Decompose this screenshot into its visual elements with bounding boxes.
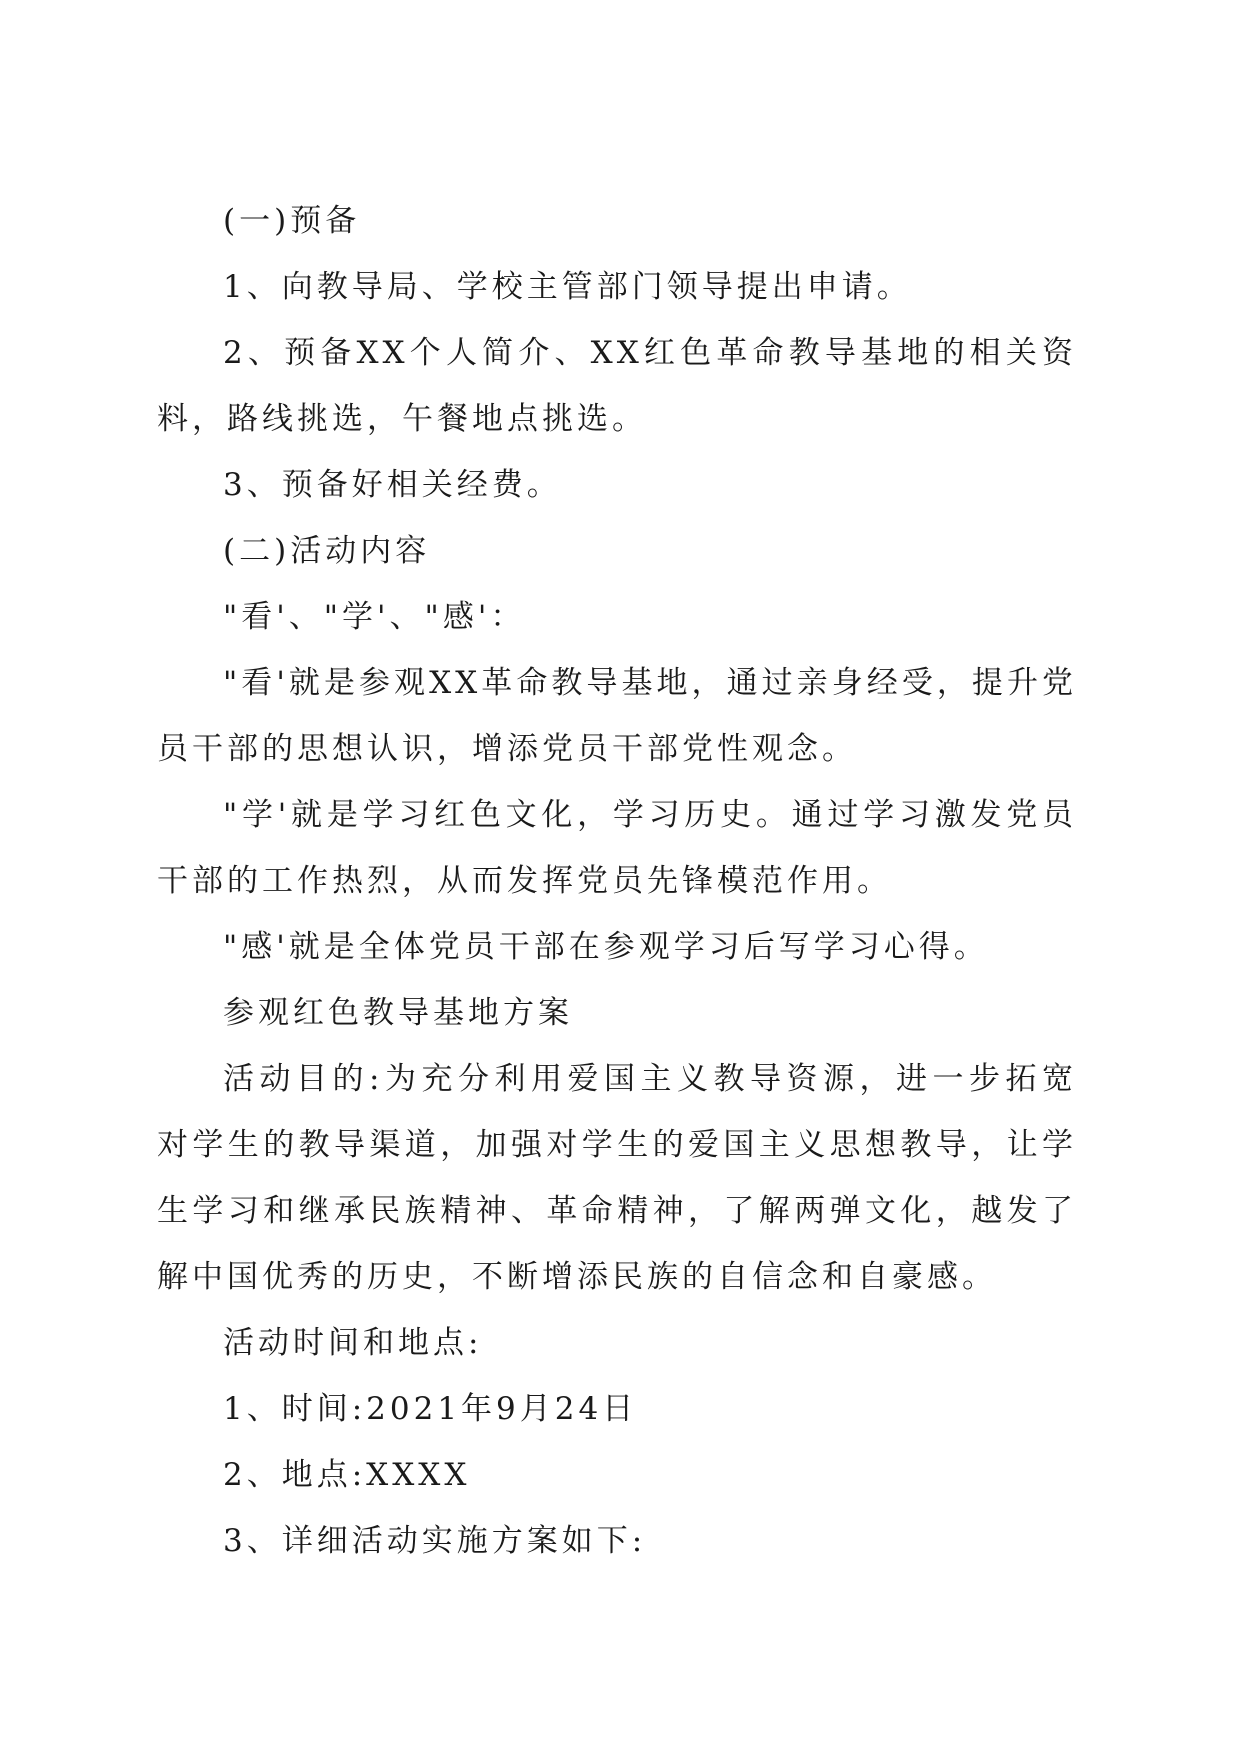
section-heading-preparation: (一)预备 xyxy=(223,203,361,239)
paragraph-place: 2、地点:XXXX xyxy=(223,1457,471,1493)
paragraph-time-and-place: 活动时间和地点: xyxy=(223,1325,483,1361)
paragraph-see-learn-feel: "看'、"学'、"感'： xyxy=(223,599,526,635)
paragraph-activity-purpose: 活动目的:为充分利用爱国主义教导资源，进一步拓宽对学生的教导渠道，加强对学生的爱国主义思想教导，让学生学习和继承民族精神、革命精神，了解两弹文化，越发了解中国优秀的历史，不断增添民族的自信念和自豪感。 xyxy=(157,1061,1077,1295)
paragraph-learn: "学'就是学习红色文化，学习历史。通过学习激发党员干部的工作热烈，从而发挥党员先锋模范作用。 xyxy=(157,797,1077,899)
section-heading-activity-content: (二)活动内容 xyxy=(223,533,431,569)
paragraph-feel: "感'就是全体党员干部在参观学习后写学习心得。 xyxy=(223,929,989,965)
paragraph-item-3: 3、预备好相关经费。 xyxy=(223,467,562,503)
paragraph-see: "看'就是参观XX革命教导基地，通过亲身经受，提升党员干部的思想认识，增添党员干部党性观念。 xyxy=(157,665,1077,767)
paragraph-implementation-plan: 3、详细活动实施方案如下: xyxy=(223,1523,647,1559)
paragraph-time: 1、时间:2021年9月24日 xyxy=(223,1391,638,1427)
document-body xyxy=(157,188,1077,1574)
paragraph-item-1: 1、向教导局、学校主管部门领导提出申请。 xyxy=(223,269,912,305)
plan-title: 参观红色教导基地方案 xyxy=(223,995,573,1031)
paragraph-item-2: 2、预备XX个人简介、XX红色革命教导基地的相关资料，路线挑选，午餐地点挑选。 xyxy=(157,335,1077,437)
